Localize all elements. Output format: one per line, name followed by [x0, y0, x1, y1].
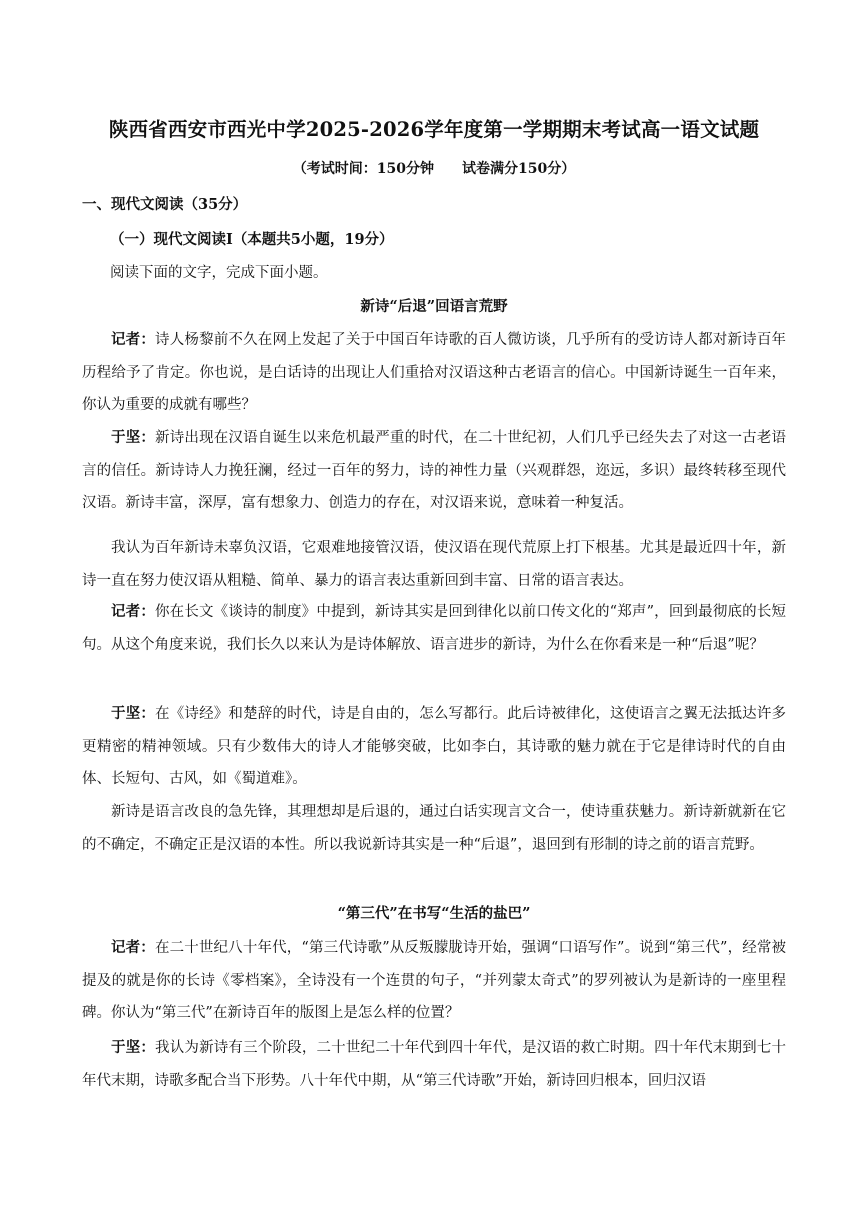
interview-paragraph — [82, 796, 786, 861]
speaker-label: 记者： — [111, 939, 155, 956]
paragraph-text: 我认为新诗有三个阶段，二十世纪二十年代到四十年代，是汉语的救亡时期。四十年代末期到七十年代末期，诗歌多配合当下形势。八十年代中期，从“第三代诗歌”开始，新诗回归根本，回归汉语 — [82, 1040, 787, 1089]
section-heading: 一、现代文阅读（35分） — [82, 196, 248, 213]
paragraph-text: 新诗是语言改良的急先锋，其理想却是后退的，通过白话实现言文合一，使诗重获魅力。新诗新就新在它的不确定，不确定正是汉语的本性。所以我说新诗其实是一种“后退”，退回到有形制的诗之前的语言荒野。 — [82, 804, 786, 853]
interview-paragraph — [82, 932, 786, 1030]
interview-paragraph — [82, 596, 786, 661]
article-section-title: “第三代”在书写“生活的盐巴” — [337, 905, 531, 922]
reading-instruction: 阅读下面的文字，完成下面小题。 — [110, 265, 328, 281]
article-section-title: 新诗“后退”回语言荒野 — [360, 298, 508, 315]
interview-paragraph — [82, 324, 786, 422]
speaker-label: 于坚： — [111, 705, 156, 722]
interview-paragraph — [82, 698, 786, 796]
interview-paragraph — [82, 1032, 786, 1097]
paragraph-text: 诗人杨黎前不久在网上发起了关于中国百年诗歌的百人微访谈，几乎所有的受访诗人都对新诗百年历程给予了肯定。你也说，是白话诗的出现让人们重拾对汉语这种古老语言的信心。中国新诗诞生一百年来，你认为重要的成就有哪些？ — [82, 332, 787, 413]
paragraph-text: 你在长文《谈诗的制度》中提到，新诗其实是回到律化以前口传文化的“郑声”，回到最彻底的长短句。从这个角度来说，我们长久以来认为是诗体解放、语言进步的新诗，为什么在你看来是一种“后退”呢？ — [82, 604, 787, 653]
speaker-label: 记者： — [111, 603, 156, 620]
speaker-label: 于坚： — [111, 1039, 156, 1056]
paragraph-text: 新诗出现在汉语自诞生以来危机最严重的时代，在二十世纪初，人们几乎已经失去了对这一古老语言的信任。新诗诗人力挽狂澜，经过一百年的努力，诗的神性力量（兴观群怨，迩远，多识）最终转移至现代汉语。新诗丰富，深厚，富有想象力、创造力的存在，对汉语来说，意味着一种复活。 — [82, 430, 787, 511]
subsection-heading: （一）现代文阅读Ⅰ（本题共5小题，19分） — [110, 231, 394, 248]
paragraph-text: 在《诗经》和楚辞的时代，诗是自由的，怎么写都行。此后诗被律化，这使语言之翼无法抵达许多更精密的精神领域。只有少数伟大的诗人才能够突破，比如李白，其诗歌的魅力就在于它是律诗时代的自由体、长短句、古风，如《蜀道难》。 — [82, 706, 787, 787]
speaker-label: 于坚： — [111, 429, 156, 446]
paragraph-text: 在二十世纪八十年代，“第三代诗歌”从反叛朦胧诗开始，强调“口语写作”。说到“第三代”，经常被提及的就是你的长诗《零档案》，全诗没有一个连贯的句子，“并列蒙太奇式”的罗列被认为是新诗的一座里程碑。你认为“第三代”在新诗百年的版图上是怎么样的位置？ — [82, 940, 787, 1021]
exam-title: 陕西省西安市西光中学2025-2026学年度第一学期期末考试高一语文试题 — [108, 118, 760, 141]
interview-paragraph — [82, 422, 786, 520]
interview-paragraph — [82, 532, 786, 597]
exam-subtitle: （考试时间：150分钟 试卷满分150分） — [292, 161, 576, 177]
paragraph-text: 我认为百年新诗未辜负汉语，它艰难地接管汉语，使汉语在现代荒原上打下根基。尤其是最近四十年，新诗一直在努力使汉语从粗糙、简单、暴力的语言表达重新回到丰富、日常的语言表达。 — [82, 540, 786, 589]
speaker-label: 记者： — [111, 331, 156, 348]
